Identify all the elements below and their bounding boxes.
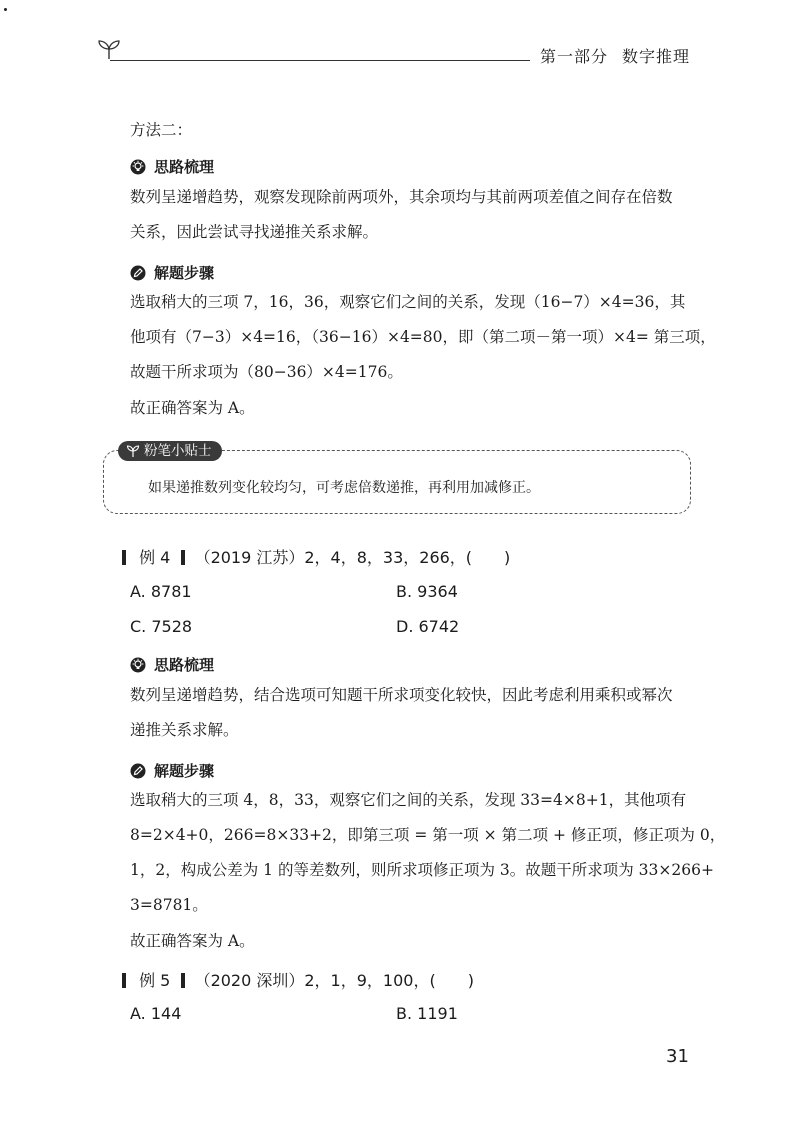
tip-label-text: 粉笔小贴士 (144, 443, 212, 459)
steps-heading-1 (130, 262, 214, 283)
steps-2-line-1: 选取稍大的三项 4，8，33，观察它们之间的关系，发现 33=4×8+1，其他项有 (130, 791, 687, 809)
steps-2-line-3: 1，2，构成公差为 1 的等差数列，则所求项修正项为 3。故题干所求项为 33×266+ (130, 861, 714, 879)
pencil-icon (130, 265, 146, 281)
header-rule (110, 60, 530, 61)
steps-2-line-4: 3=8781。 (130, 896, 208, 914)
page-number: 31 (666, 1046, 689, 1067)
steps-heading-2 (130, 760, 214, 781)
method-title: 方法二： (130, 121, 193, 139)
example-4-option-a: A. 8781 (130, 582, 192, 601)
running-header (540, 44, 690, 67)
example-4-question (122, 545, 510, 568)
pencil-icon (130, 763, 146, 779)
answer-1: 故正确答案为 A。 (130, 399, 255, 417)
steps-heading-2-text: 解题步骤 (154, 762, 215, 780)
idea-heading-1-text: 思路梳理 (154, 158, 215, 176)
idea-1-line-2: 关系，因此尝试寻找递推关系求解。 (130, 223, 379, 241)
example-5-question (122, 968, 474, 991)
idea-heading-2-text: 思路梳理 (154, 656, 215, 674)
steps-2-line-2: 8=2×4+0，266=8×33+2，即第三项 = 第一项 × 第二项 + 修正项，修正项为 0， (130, 826, 726, 844)
example-4-label: 例 4 (139, 548, 171, 567)
idea-1-line-1: 数列呈递增趋势，观察发现除前两项外，其余项均与其前两项差值之间存在倍数 (130, 188, 673, 206)
sprout-icon (96, 38, 122, 60)
scan-speck (4, 8, 7, 11)
example-5-option-a: A. 144 (130, 1004, 182, 1023)
header-part: 第一部分 (540, 47, 609, 66)
tip-text: 如果递推数列变化较均匀，可考虑倍数递推，再利用加减修正。 (148, 480, 540, 496)
example-5-label: 例 5 (139, 971, 171, 990)
steps-1-line-2: 他项有（7−3）×4=16，（36−16）×4=80，即（第二项－第一项）×4= 第三项， (130, 328, 716, 346)
example-5-text: （2020 深圳）2，1，9，100，( ) (194, 971, 474, 990)
example-5-option-b: B. 1191 (396, 1004, 458, 1023)
tip-label (118, 441, 222, 461)
example-4-option-d: D. 6742 (396, 617, 460, 636)
bracket-bar (181, 550, 185, 565)
bracket-bar (181, 973, 185, 988)
example-4-text: （2019 江苏）2，4，8，33，266，( ) (194, 548, 511, 567)
header-chapter: 数字推理 (622, 47, 691, 66)
sprout-icon (126, 444, 140, 458)
lightbulb-icon (130, 657, 146, 673)
steps-1-line-3: 故题干所求项为（80−36）×4=176。 (130, 363, 403, 381)
idea-heading-1 (130, 156, 214, 177)
idea-2-line-1: 数列呈递增趋势，结合选项可知题干所求项变化较快，因此考虑利用乘积或幂次 (130, 686, 673, 704)
idea-heading-2 (130, 654, 214, 675)
example-4-option-b: B. 9364 (396, 582, 458, 601)
bracket-bar (122, 973, 126, 988)
answer-2: 故正确答案为 A。 (130, 932, 255, 950)
steps-1-line-1: 选取稍大的三项 7，16，36，观察它们之间的关系，发现（16−7）×4=36，其 (130, 293, 686, 311)
lightbulb-icon (130, 159, 146, 175)
idea-2-line-2: 递推关系求解。 (130, 721, 239, 739)
example-4-option-c: C. 7528 (130, 617, 193, 636)
bracket-bar (122, 550, 126, 565)
steps-heading-1-text: 解题步骤 (154, 264, 215, 282)
